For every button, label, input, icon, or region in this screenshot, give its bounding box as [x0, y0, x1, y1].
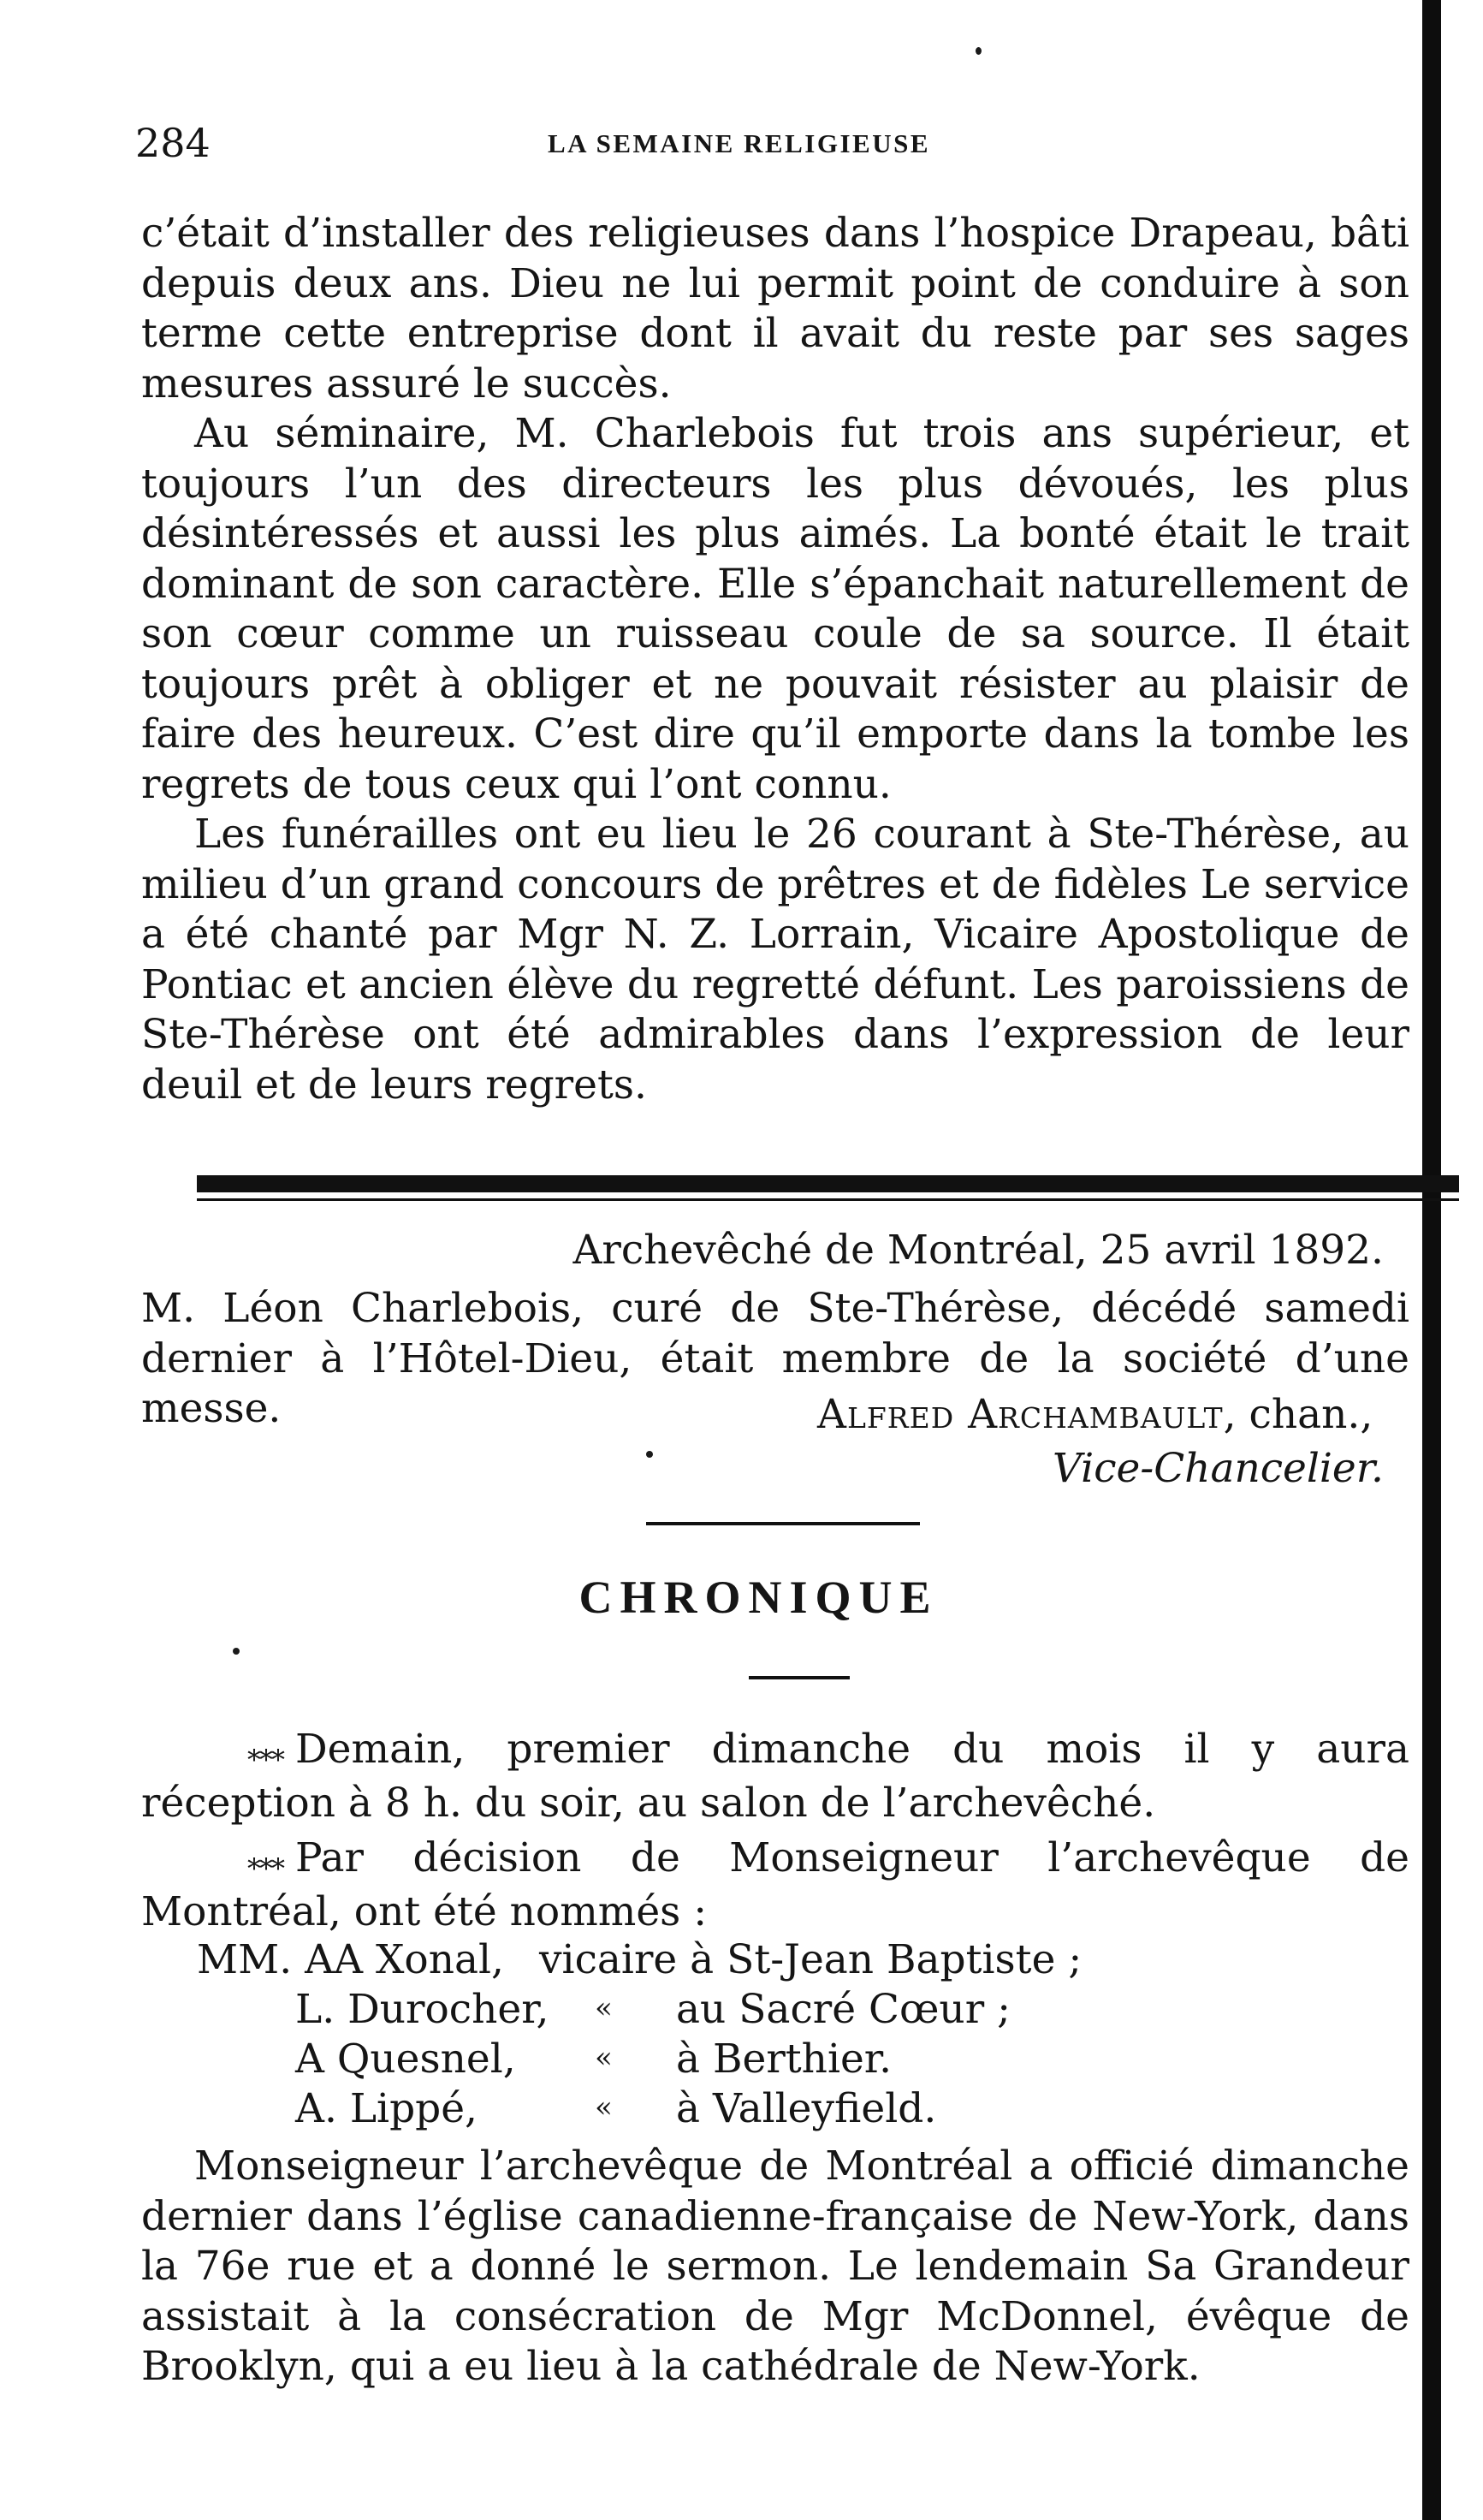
notice-paragraph: M. Léon Charlebois, curé de Ste-Thérèse, décédé samedi dernier à l’Hôtel-Dieu, était membre de la société d’une messe. — [141, 1285, 1409, 1432]
asterism: *** — [247, 1852, 283, 1885]
signature-name: Alfred Archambault — [817, 1391, 1224, 1438]
signature-title: , chan., — [1223, 1391, 1373, 1438]
nominee-post: à Valleyfield. — [676, 2085, 937, 2132]
nominee-name: MM. AA Xonal, — [197, 1936, 504, 1983]
section-divider — [197, 1175, 1459, 1192]
nominee-post: au Sacré Cœur ; — [676, 1986, 1011, 2033]
obituary-paragraph: Au séminaire, M. Charlebois fut trois ans supérieur, et toujours l’un des directeurs les plus dévoués, les plus désintéressés et aussi les plus aimés. La bonté était le trait dominant de son caractère. Elle s’épanchait naturellement de son cœur comme un ruisseau coule de sa source. Il était toujours prêt à obliger et ne pouvait résister au plaisir de faire des heureux. C’est dire qu’il emporte dans la tombe les regrets de tous ceux qui l’ont connu. — [141, 410, 1409, 808]
nominee-name: A Quesnel, — [295, 2036, 516, 2083]
nominee-post: à Berthier. — [676, 2036, 893, 2083]
running-title: LA SEMAINE RELIGIEUSE — [548, 128, 931, 158]
scan-speck — [646, 1451, 653, 1458]
notice-signature — [817, 1391, 1373, 1438]
chronique-paragraph — [141, 1725, 1409, 1828]
nominee-post: vicaire à St-Jean Baptiste ; — [539, 1936, 1083, 1983]
scan-speck — [976, 47, 982, 55]
chronique-text: Demain, premier dimanche du mois il y aura réception à 8 h. du soir, au salon de l’archevêché. — [141, 1726, 1409, 1827]
chronique-paragraph: Monseigneur l’archevêque de Montréal a officié dimanche dernier dans l’église canadienne-française de New-York, dans la 76e rue et a donné le sermon. Le lendemain Sa Grandeur assistait à la consécration de Mgr McDonnel, évêque de Brooklyn, qui a eu lieu à la cathédrale de New-York. — [141, 2143, 1409, 2390]
notice-dateline: Archevêché de Montréal, 25 avril 1892. — [572, 1227, 1384, 1274]
heading-rule — [749, 1676, 850, 1679]
chronique-item — [141, 2142, 1409, 2392]
notice-end-rule — [646, 1522, 920, 1525]
scan-speck — [233, 1648, 240, 1655]
asterism: *** — [247, 1744, 283, 1776]
nominee-name: A. Lippé, — [295, 2085, 478, 2132]
section-heading: CHRONIQUE — [578, 1572, 939, 1623]
ditto-mark: « — [595, 2090, 613, 2125]
ditto-mark: « — [595, 2041, 613, 2075]
chronique-item — [141, 1725, 1409, 1828]
obituary-paragraph: Les funérailles ont eu lieu le 26 courant à Ste-Thérèse, au milieu d’un grand concours de prêtres et de fidèles Le service a été chanté par Mgr N. Z. Lorrain, Vicaire Apostolique de Pontiac et ancien élève du regretté défunt. Les paroissiens de Ste-Thérèse ont été admirables dans l’expression de leur deuil et de leurs regrets. — [141, 811, 1409, 1108]
signature-office: Vice-Chancelier. — [1053, 1445, 1384, 1492]
page-number: 284 — [135, 120, 211, 166]
ditto-mark: « — [595, 1991, 613, 2025]
obituary-text — [141, 209, 1409, 1110]
nominee-name: L. Durocher, — [295, 1986, 549, 2033]
obituary-paragraph: c’était d’installer des religieuses dans l’hospice Drapeau, bâti depuis deux ans. Dieu ne lui permit point de conduire à son terme cette entreprise dont il avait du reste par ses sages mesures assuré le succès. — [141, 210, 1409, 407]
chronique-item — [141, 1834, 1409, 1937]
chronique-paragraph — [141, 1834, 1409, 1937]
scan-page-edge — [1422, 0, 1441, 2520]
chronique-text: Par décision de Monseigneur l’archevêque de Montréal, ont été nommés : — [141, 1834, 1409, 1935]
